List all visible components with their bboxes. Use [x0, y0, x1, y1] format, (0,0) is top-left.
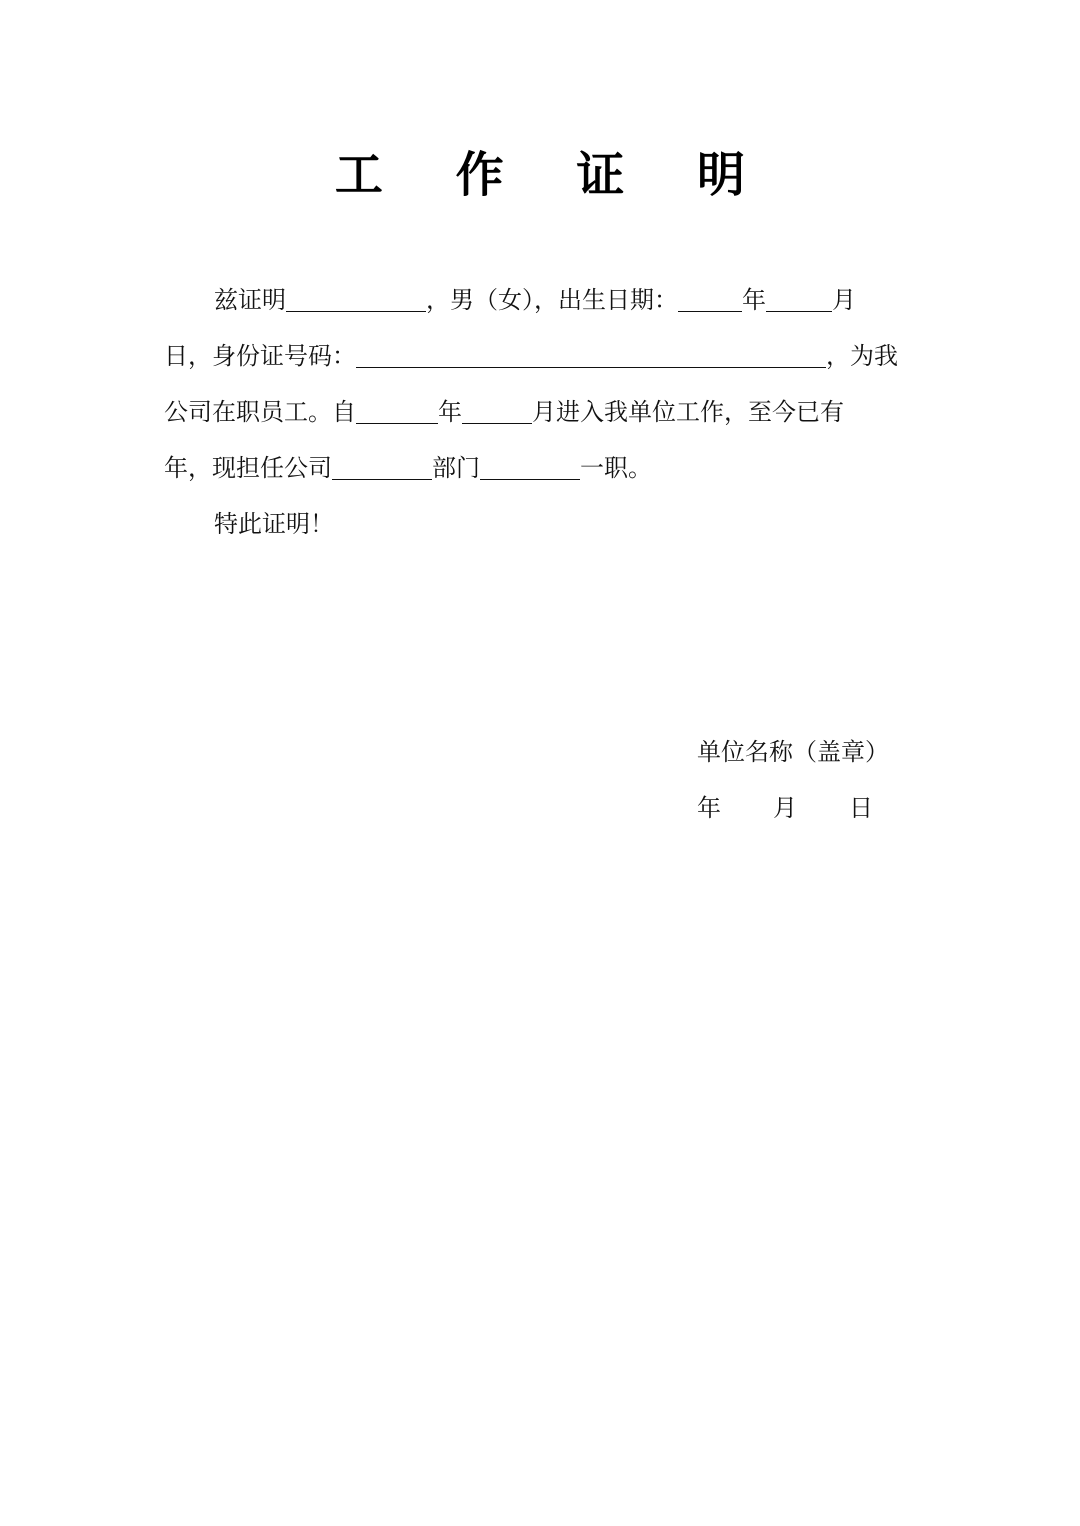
- date-month-label: 月: [773, 794, 797, 822]
- birth-year-blank[interactable]: [678, 285, 742, 312]
- text-day-id: 日，身份证号码：: [164, 342, 356, 370]
- body-line-1: [164, 272, 916, 328]
- text-joined: 月进入我单位工作，至今已有: [532, 398, 844, 426]
- text-certify-intro: 兹证明: [214, 286, 286, 314]
- birth-month-blank[interactable]: [766, 285, 832, 312]
- name-blank[interactable]: [286, 285, 426, 312]
- body-line-2: [164, 328, 916, 384]
- join-year-blank[interactable]: [356, 397, 438, 424]
- closing-line: 特此证明！: [214, 510, 334, 538]
- date-day-label: 日: [849, 794, 873, 822]
- id-number-blank[interactable]: [356, 341, 826, 368]
- text-current-position: 年，现担任公司: [164, 454, 332, 482]
- body-line-3: [164, 384, 916, 440]
- date-year-label: 年: [697, 794, 721, 822]
- join-month-blank[interactable]: [462, 397, 532, 424]
- text-for-our: ，为我: [826, 342, 898, 370]
- unit-name-stamp-label: 单位名称（盖章）: [697, 738, 889, 766]
- body-line-4: [164, 440, 916, 496]
- certificate-body: [164, 272, 916, 552]
- position-blank[interactable]: [480, 453, 580, 480]
- text-company-employee: 公司在职员工。自: [164, 398, 356, 426]
- text-month: 月: [832, 286, 856, 314]
- document-title: 工 作 证 明: [334, 147, 774, 203]
- text-gender-birth: ，男（女），出生日期：: [426, 286, 678, 314]
- signature-date: [697, 780, 889, 836]
- text-department: 部门: [432, 454, 480, 482]
- text-year-2: 年: [438, 398, 462, 426]
- text-year: 年: [742, 286, 766, 314]
- text-position: 一职。: [580, 454, 652, 482]
- signature-block: [697, 724, 889, 836]
- department-blank[interactable]: [332, 453, 432, 480]
